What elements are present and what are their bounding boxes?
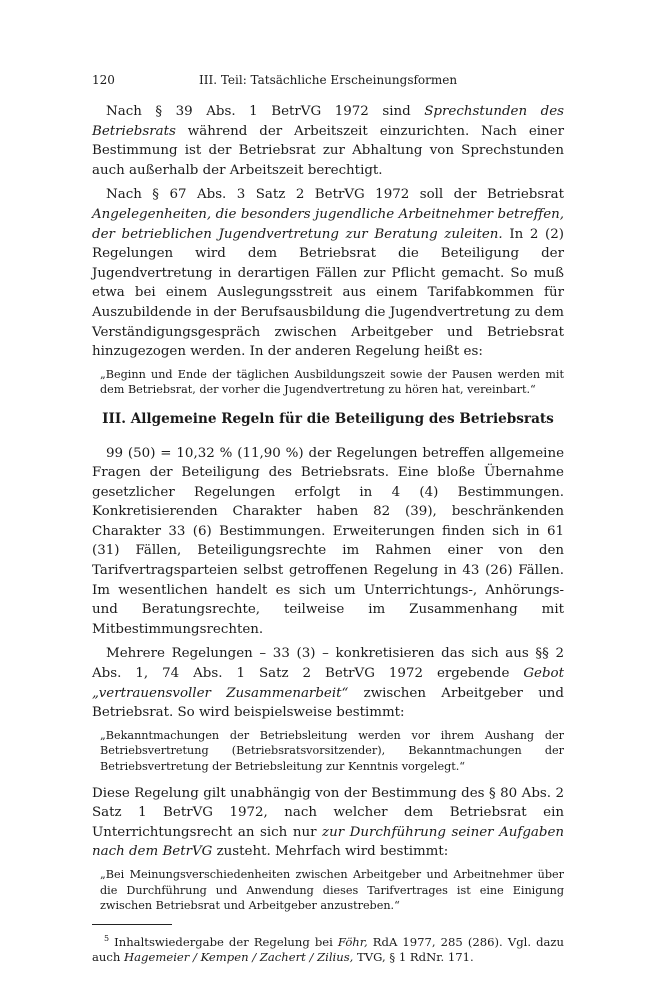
section-heading: III. Allgemeine Regeln für die Beteiligung des Betriebsrats (102, 410, 554, 427)
emphasis-term: Angelegenheiten, die besonders jugendliche Arbeitnehmer betreffen, der betrieblichen Jugendvertretung zur Beratung zuleiten. (92, 206, 564, 242)
running-title: III. Teil: Tatsächliche Erscheinungsformen (199, 73, 458, 87)
page-number: 120 (92, 73, 115, 87)
emphasis-term: Gebot „vertrauensvoller Zusammenarbeit“ (92, 666, 564, 701)
block-quote: „Bei Meinungsverschiedenheiten zwischen Arbeitgeber und Arbeitnehmer über die Durchführung und Anwendung dieses Tarifvertrages ist eine Einigung zwischen Betriebsrat und Arbeitgeber anzustreben.“ (100, 867, 564, 913)
paragraph-sprechstunden: Nach § 39 Abs. 1 BetrVG 1972 sind Sprechstunden des Betriebsrats während der Arbeitszeit einzurichten. Nach einer Bestimmung ist der Betriebsrat zur Abhaltung von Sprechstunden auch außerhalb der Arbeitszeit berechtigt. (92, 104, 564, 178)
footnote-marker: 5 (104, 933, 110, 943)
paragraph-jugendvertretung: Nach § 67 Abs. 3 Satz 2 BetrVG 1972 soll der Betriebsrat Angelegenheiten, die besonders jugendliche Arbeitnehmer betreffen, der betrieblichen Jugendvertretung zur Beratung zuleiten. In 2 (2) Regelungen wird dem Betriebsrat die Beteiligung der Jugendvertretung in derartigen Fällen zur Pflicht gemacht. So muß etwa bei einem Auslegungsstreit aus einem Tarifabkommen für Auszubildende in der Berufsausbildung die Jugendvertretung zu dem Verständigungsgespräch zwischen Arbeitgeber und Betriebsrat hinzugezogen werden. In der anderen Regelung heißt es: (92, 187, 564, 360)
emphasis-term: zur Durchführung seiner Aufgaben nach dem BetrVG (92, 824, 564, 860)
body-text (92, 102, 564, 914)
paragraph-unterrichtungsrecht: Diese Regelung gilt unabhängig von der Bestimmung des § 80 Abs. 2 Satz 1 BetrVG 1972, nach welcher dem Betriebsrat ein Unterrichtungsrecht an sich nur zur Durchführung seiner Aufgaben nach dem BetrVG zusteht. Mehrfach wird bestimmt: (92, 785, 564, 860)
footnote-authors: Hagemeier / Kempen / Zachert / Zilius, (124, 950, 354, 965)
emphasis-term: Sprechstunden des Betriebsrats (92, 104, 564, 139)
paragraph-zusammenarbeit: Mehrere Regelungen – 33 (3) – konkretisieren das sich aus §§ 2 Abs. 1, 74 Abs. 1 Satz 2 BetrVG 1972 ergebende Gebot „vertrauensvoller Zusammenarbeit“ zwischen Arbeitgeber und Betriebsrat. So wird beispielsweise bestimmt: (92, 646, 565, 721)
footnote: $^5$ Inhaltswiedergabe der Regelung bei Föhr, RdA 1977, 285 (286). Vgl. dazu auch Hagemeier / Kempen / Zachert / Zilius, TVG, § 1 RdNr. 171. (92, 933, 564, 965)
block-quote: „Bekanntmachungen der Betriebsleitung werden vor ihrem Aushang der Betriebsvertretung (Betriebsratsvorsitzender), Bekanntmachungen der Betriebsvertretung der Betriebsleitung zur Kenntnis vorgelegt.“ (100, 728, 564, 773)
footnote-author: Föhr, (337, 934, 368, 949)
paragraph-statistics: 99 (50) = 10,32 % (11,90 %) der Regelungen betreffen allgemeine Fragen der Beteiligung des Betriebsrats. Eine bloße Übernahme gesetzlicher Regelungen erfolgt in 4 (4) Bestimmungen. Konkretisierenden Charakter haben 82 (39), beschränkenden Charakter 33 (6) Bestimmungen. Erweiterungen finden sich in 61 (31) Fällen, Beteiligungsrechte im Rahmen einer von den Tarifvertragsparteien selbst getroffenen Regelung in 43 (26) Fällen. Im wesentlichen handelt es sich um Unterrichtungs-, Anhörungs- und Beratungsrechte, teilweise im Zusammenhang mit Mitbestimmungsrechten. (92, 445, 564, 637)
book-page (92, 70, 564, 966)
footnote-divider (92, 924, 172, 925)
running-head (92, 70, 564, 90)
block-quote: „Beginn und Ende der täglichen Ausbildungszeit sowie der Pausen werden mit dem Betriebsrat, der vorher die Jugendvertretung zu hören hat, vereinbart.“ (100, 367, 564, 397)
